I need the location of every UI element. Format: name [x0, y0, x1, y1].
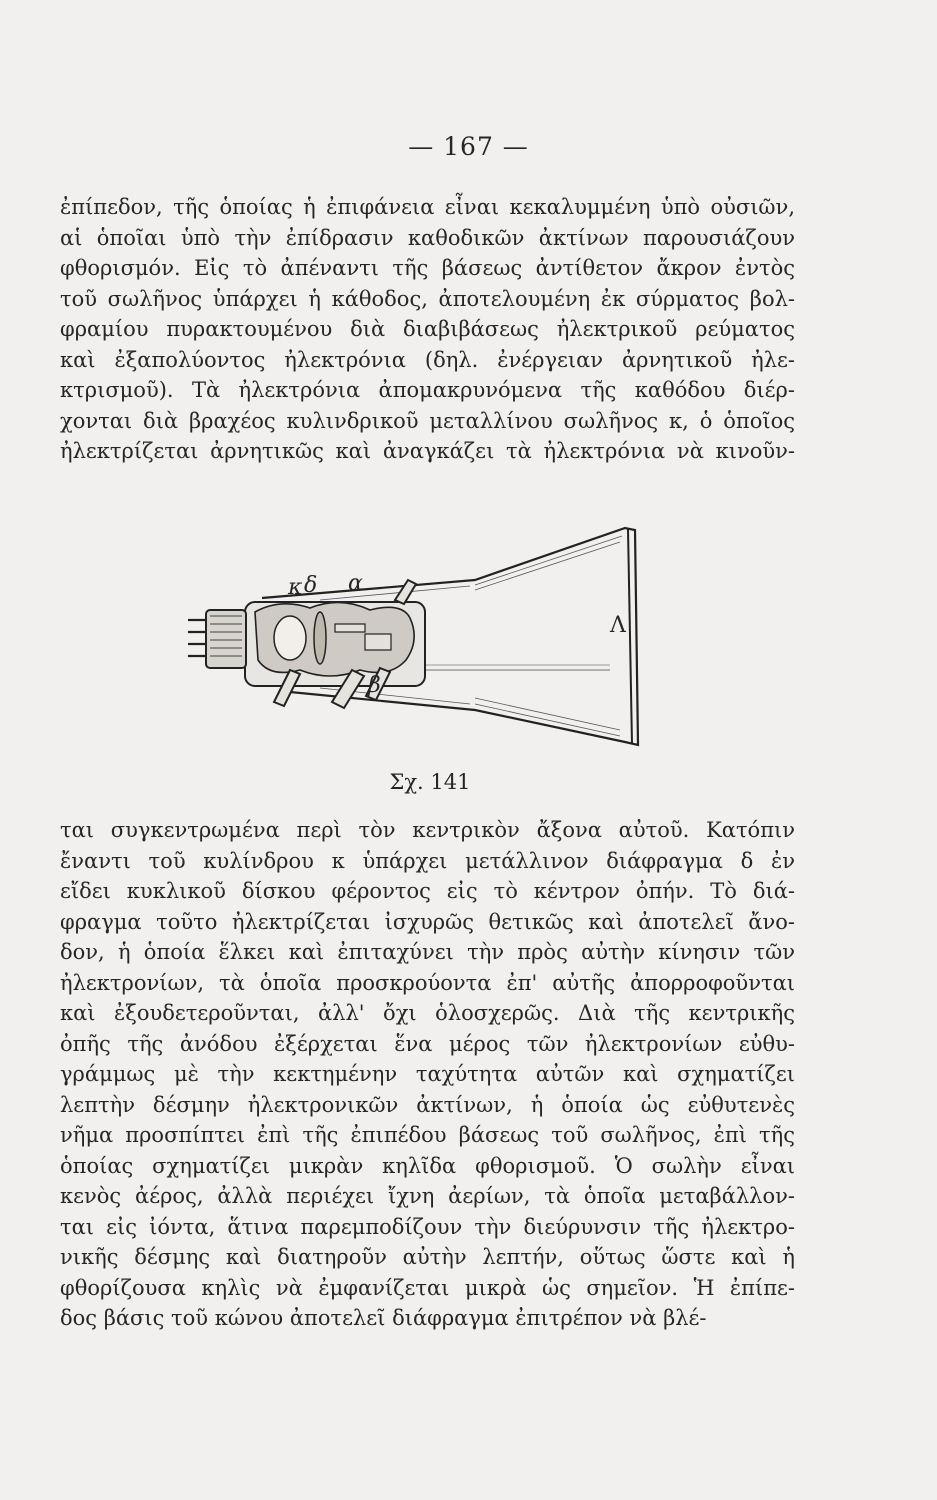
text-line: φθορίζουσα κηλὶς νὰ ἐμφανίζεται μικρὰ ὡς σημεῖον. Ἡ ἐπίπε- — [60, 1275, 795, 1300]
paragraph-top — [60, 192, 795, 467]
text-line: καὶ ἐξαπολύοντος ἠλεκτρόνια (δηλ. ἐνέργειαν ἀρνητικοῦ ἠλε- — [60, 347, 795, 372]
text-line: τοῦ σωλῆνος ὑπάρχει ἡ κάθοδος, ἀποτελουμένη ἐκ σύρματος βολ- — [60, 286, 795, 311]
paragraph-bottom — [60, 815, 795, 1334]
crt-tube-drawing — [170, 520, 680, 760]
text-line: εἴδει κυκλικοῦ δίσκου φέροντος εἰς τὸ κέντρον ὀπήν. Τὸ διά- — [60, 879, 795, 903]
text-line: ται συγκεντρωμένα περὶ τὸν κεντρικὸν ἄξονα αὐτοῦ. Κατόπιν — [60, 818, 795, 842]
page-number: — 167 — — [408, 132, 529, 161]
text-line: νικῆς δέσμης καὶ διατηροῦν αὐτὴν λεπτήν, οὕτως ὥστε καὶ ἡ — [60, 1245, 795, 1269]
deflection-plate-1 — [335, 624, 365, 632]
text-line: νῆμα προσπίπτει ἐπὶ τῆς ἐπιπέδου βάσεως τοῦ σωλῆνος, ἐπὶ τῆς — [60, 1123, 795, 1147]
text-line: ἐπίπεδον, τῆς ὁποίας ἡ ἐπιφάνεια εἶναι κεκαλυμμένη ὑπὸ οὐσιῶν, — [60, 195, 795, 219]
text-line: χονται διὰ βραχέος κυλινδρικοῦ μεταλλίνου σωλῆνος κ, ὁ ὁποῖος — [60, 408, 795, 433]
text-line: ἠλεκτρονίων, τὰ ὁποῖα προσκρούοντα ἐπ' αὐτῆς ἀπορροφοῦνται — [60, 970, 795, 995]
label-delta: δ — [304, 573, 318, 598]
label-alpha: α — [348, 571, 363, 596]
text-line: ἔναντι τοῦ κυλίνδρου κ ὑπάρχει μετάλλινον διάφραγμα δ ἐν — [60, 848, 795, 873]
text-line: αἱ ὁποῖαι ὑπὸ τὴν ἐπίδρασιν καθοδικῶν ἀκτίνων παρουσιάζουν — [60, 225, 795, 250]
cathode-cylinder — [274, 616, 306, 660]
tube-socket — [206, 610, 246, 668]
text-line: φραγμα τοῦτο ἠλεκτρίζεται ἰσχυρῶς θετικῶς καὶ ἀποτελεῖ ἄνο- — [60, 909, 795, 934]
tube-screen-base — [628, 529, 632, 744]
text-line: λεπτὴν δέσμην ἠλεκτρονικῶν ἀκτίνων, ἡ ὁποία ὡς εὐθυτενὲς — [60, 1092, 795, 1117]
text-line: κενὸς ἀέρος, ἀλλὰ περιέχει ἴχνη ἀερίων, τὰ ὁποῖα μεταβάλλον- — [60, 1184, 795, 1208]
anode-diaphragm — [314, 612, 326, 664]
text-line: ὁποίας σχηματίζει μικρὰν κηλῖδα φθορισμοῦ. Ὁ σωλὴν εἶναι — [60, 1153, 795, 1178]
text-line: καὶ ἐξουδετεροῦνται, ἀλλ' ὄχι ὁλοσχερῶς. Διὰ τῆς κεντρικῆς — [60, 1001, 795, 1025]
text-line: δον, ἡ ὁποία ἕλκει καὶ ἐπιταχύνει τὴν πρὸς αὐτὴν κίνησιν τῶν — [60, 940, 795, 964]
text-line: ται εἰς ἰόντα, ἅτινα παρεμποδίζουν τὴν διεύρυνσιν τῆς ἠλεκτρο- — [60, 1214, 795, 1239]
label-kappa: κ — [288, 575, 303, 600]
figure-caption: Σχ. 141 — [389, 770, 471, 794]
text-line: κτρισμοῦ). Τὰ ἠλεκτρόνια ἀπομακρυνόμενα τῆς καθόδου διέρ- — [60, 378, 795, 402]
text-line: φραμίου πυρακτουμένου διὰ διαβιβάσεως ἠλεκτρικοῦ ρεύματος — [60, 317, 795, 341]
text-line: φθορισμόν. Εἰς τὸ ἀπέναντι τῆς βάσεως ἀντίθετον ἄκρον ἐντὸς — [60, 256, 795, 280]
text-line: γράμμως μὲ τὴν κεκτημένην ταχύτητα αὐτῶν καὶ σχηματίζει — [60, 1062, 795, 1086]
deflection-plate-2 — [365, 634, 391, 650]
crt-tube-figure — [170, 520, 680, 760]
label-beta: β — [368, 673, 381, 698]
label-Lambda: Λ — [610, 613, 626, 638]
text-line: δος βάσις τοῦ κώνου ἀποτελεῖ διάφραγμα ἐπιτρέπον νὰ βλέ- — [60, 1306, 707, 1330]
text-line: ὀπῆς τῆς ἀνόδου ἐξέρχεται ἕνα μέρος τῶν ἠλεκτρονίων εὐθυ- — [60, 1031, 795, 1056]
text-line: ἠλεκτρίζεται ἀρνητικῶς καὶ ἀναγκάζει τὰ ἠλεκτρόνια νὰ κινοῦν- — [60, 439, 795, 463]
